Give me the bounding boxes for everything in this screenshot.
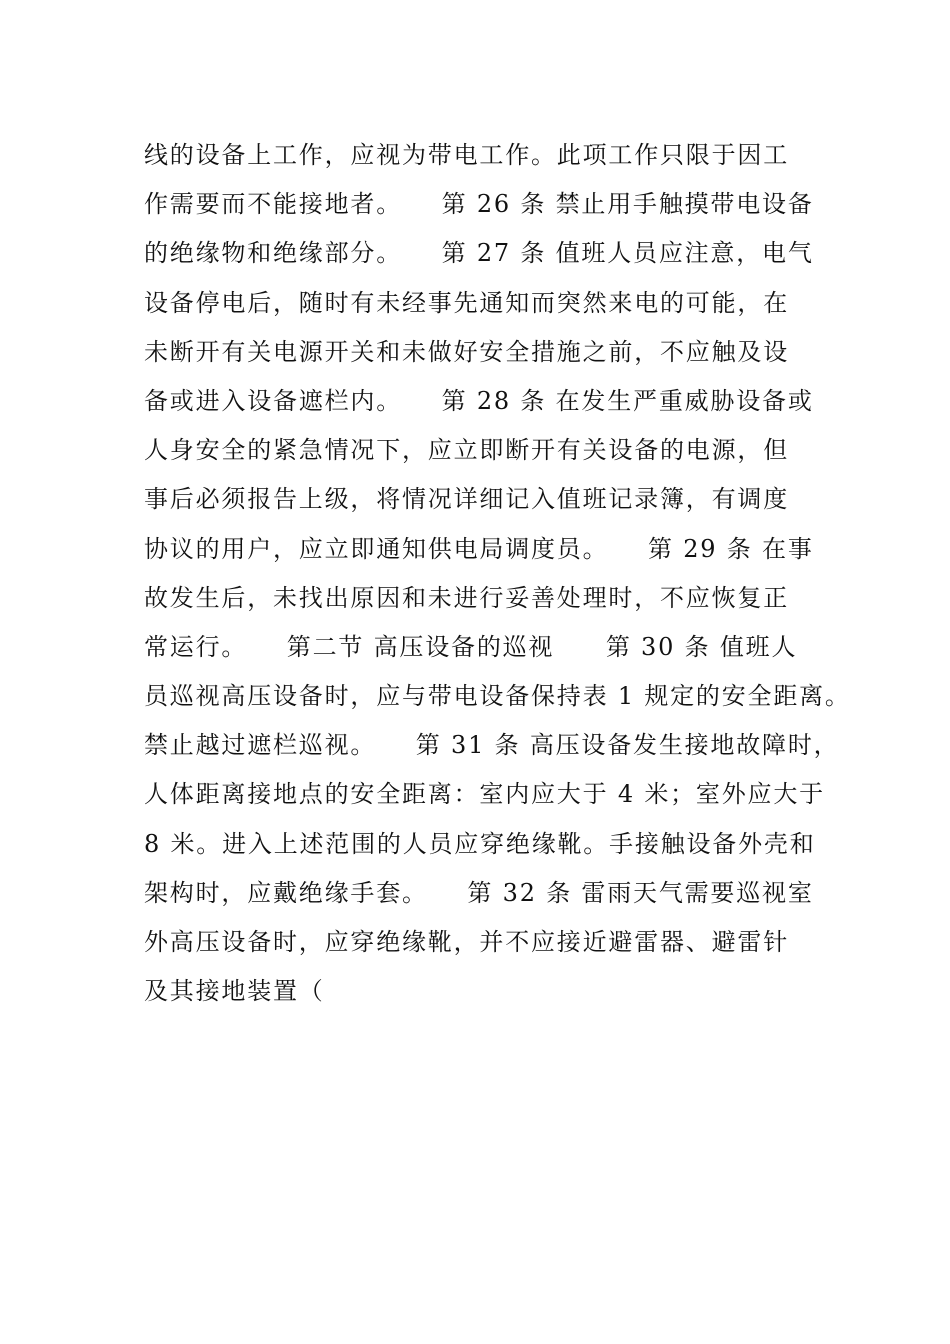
text-line: 设备停电后，随时有未经事先通知而突然来电的可能，在 (144, 288, 789, 317)
text-line: 员巡视高压设备时，应与带电设备保持表 1 规定的安全距离。 (144, 682, 851, 711)
text-line: 及其接地装置（ (144, 977, 325, 1006)
text-line: 常运行。 第二节 高压设备的巡视 第 30 条 值班人 (144, 632, 798, 661)
text-line: 8 米。进入上述范围的人员应穿绝缘靴。手接触设备外壳和 (144, 829, 816, 858)
text-line: 的绝缘物和绝缘部分。 第 27 条 值班人员应注意，电气 (144, 239, 814, 268)
text-line: 备或进入设备遮栏内。 第 28 条 在发生严重威胁设备或 (144, 386, 814, 415)
text-line: 线的设备上工作，应视为带电工作。此项工作只限于因工 (144, 141, 789, 169)
text-line: 禁止越过遮栏巡视。 第 31 条 高压设备发生接地故障时， (144, 731, 840, 760)
text-line: 协议的用户，应立即通知供电局调度员。 第 29 条 在事 (144, 534, 814, 563)
text-line: 作需要而不能接地者。 第 26 条 禁止用手触摸带电设备 (144, 190, 814, 219)
text-line: 人体距离接地点的安全距离：室内应大于 4 米；室外应大于 (144, 780, 825, 809)
text-line: 外高压设备时，应穿绝缘靴，并不应接近避雷器、避雷针 (144, 928, 789, 956)
text-line: 事后必须报告上级，将情况详细记入值班记录簿，有调度 (144, 485, 789, 514)
text-line: 故发生后，未找出原因和未进行妥善处理时，不应恢复正 (144, 583, 789, 612)
text-line: 架构时，应戴绝缘手套。 第 32 条 雷雨天气需要巡视室 (144, 878, 814, 907)
text-line: 人身安全的紧急情况下，应立即断开有关设备的电源，但 (144, 436, 789, 465)
body-text (144, 131, 851, 1016)
text-line: 未断开有关电源开关和未做好安全措施之前，不应触及设 (144, 337, 789, 366)
